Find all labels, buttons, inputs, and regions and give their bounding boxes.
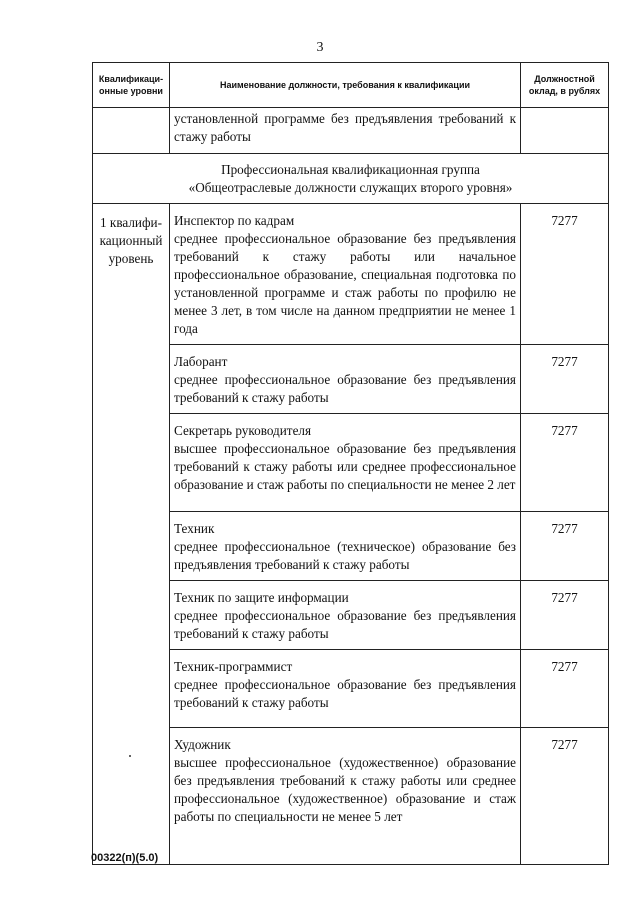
- group-title-cell: [93, 154, 609, 204]
- position-cell: [170, 728, 521, 865]
- header-salary: Должностной оклад, в рублях: [521, 63, 609, 108]
- position-requirements: среднее профессиональное образование без предъявления требований к стажу работы или начальное профессиональное образование, специальная подготовка по установленной программе и стаж работы по профилю не менее 3 лет, в том числе на данном предприятии не менее 1 года: [174, 231, 516, 336]
- position-cell: [170, 512, 521, 581]
- salary-value: 7277: [521, 512, 609, 581]
- document-code: 00322(п)(5.0): [91, 852, 159, 864]
- salary-value: 7277: [521, 728, 609, 865]
- header-level: Квалификаци-онные уровни: [93, 63, 170, 108]
- position-cell: [170, 204, 521, 345]
- page-number: 3: [316, 40, 324, 55]
- group-title-line1: Профессиональная квалификационная группа: [221, 162, 480, 177]
- position-requirements: высшее профессиональное образование без предъявления требований к стажу работы или среднее профессиональное образование и стаж работы по специальности не менее 2 лет: [174, 441, 516, 492]
- position-title: Художник: [174, 737, 231, 752]
- position-requirements: среднее профессиональное образование без предъявления требований к стажу работы: [174, 677, 516, 710]
- position-requirements: среднее профессиональное образование без предъявления требований к стажу работы: [174, 608, 516, 641]
- continuation-level-cell: [93, 108, 170, 154]
- salary-value: 7277: [521, 345, 609, 414]
- table-row: [93, 581, 609, 650]
- position-cell: [170, 650, 521, 728]
- group-title-row: [93, 154, 609, 204]
- position-title: Техник по защите информации: [174, 590, 349, 605]
- qualification-table: [92, 62, 609, 865]
- position-title: Секретарь руководителя: [174, 423, 312, 438]
- position-title: Лаборант: [174, 354, 228, 369]
- salary-value: 7277: [521, 650, 609, 728]
- position-cell: [170, 581, 521, 650]
- table-row: [93, 512, 609, 581]
- table-row: [93, 728, 609, 865]
- salary-value: 7277: [521, 414, 609, 512]
- qualification-level-label: 1 квалифи-кационный уровень: [93, 204, 170, 865]
- table-row: [93, 345, 609, 414]
- salary-value: 7277: [521, 204, 609, 345]
- table-row: [93, 650, 609, 728]
- position-cell: [170, 345, 521, 414]
- position-cell: [170, 414, 521, 512]
- table-header-row: [93, 63, 609, 108]
- header-position: Наименование должности, требования к квалификации: [170, 63, 521, 108]
- position-title: Инспектор по кадрам: [174, 213, 295, 228]
- table-row: [93, 204, 609, 345]
- table-row: [93, 414, 609, 512]
- continuation-text: установленной программе без предъявления требований к стажу работы: [170, 108, 521, 154]
- continuation-salary-cell: [521, 108, 609, 154]
- position-title: Техник-программист: [174, 659, 293, 674]
- position-requirements: среднее профессиональное образование без предъявления требований к стажу работы: [174, 372, 516, 405]
- continuation-row: [93, 108, 609, 154]
- group-title-line2: «Общеотраслевые должности служащих второго уровня»: [188, 180, 513, 195]
- position-title: Техник: [174, 521, 215, 536]
- ink-dot: [129, 755, 131, 757]
- position-requirements: среднее профессиональное (техническое) образование без предъявления требований к стажу работы: [174, 539, 516, 572]
- position-requirements: высшее профессиональное (художественное) образование без предъявления требований к стажу работы или среднее профессиональное (художественное) образование и стаж работы по специальности не менее 5 лет: [174, 755, 516, 824]
- salary-value: 7277: [521, 581, 609, 650]
